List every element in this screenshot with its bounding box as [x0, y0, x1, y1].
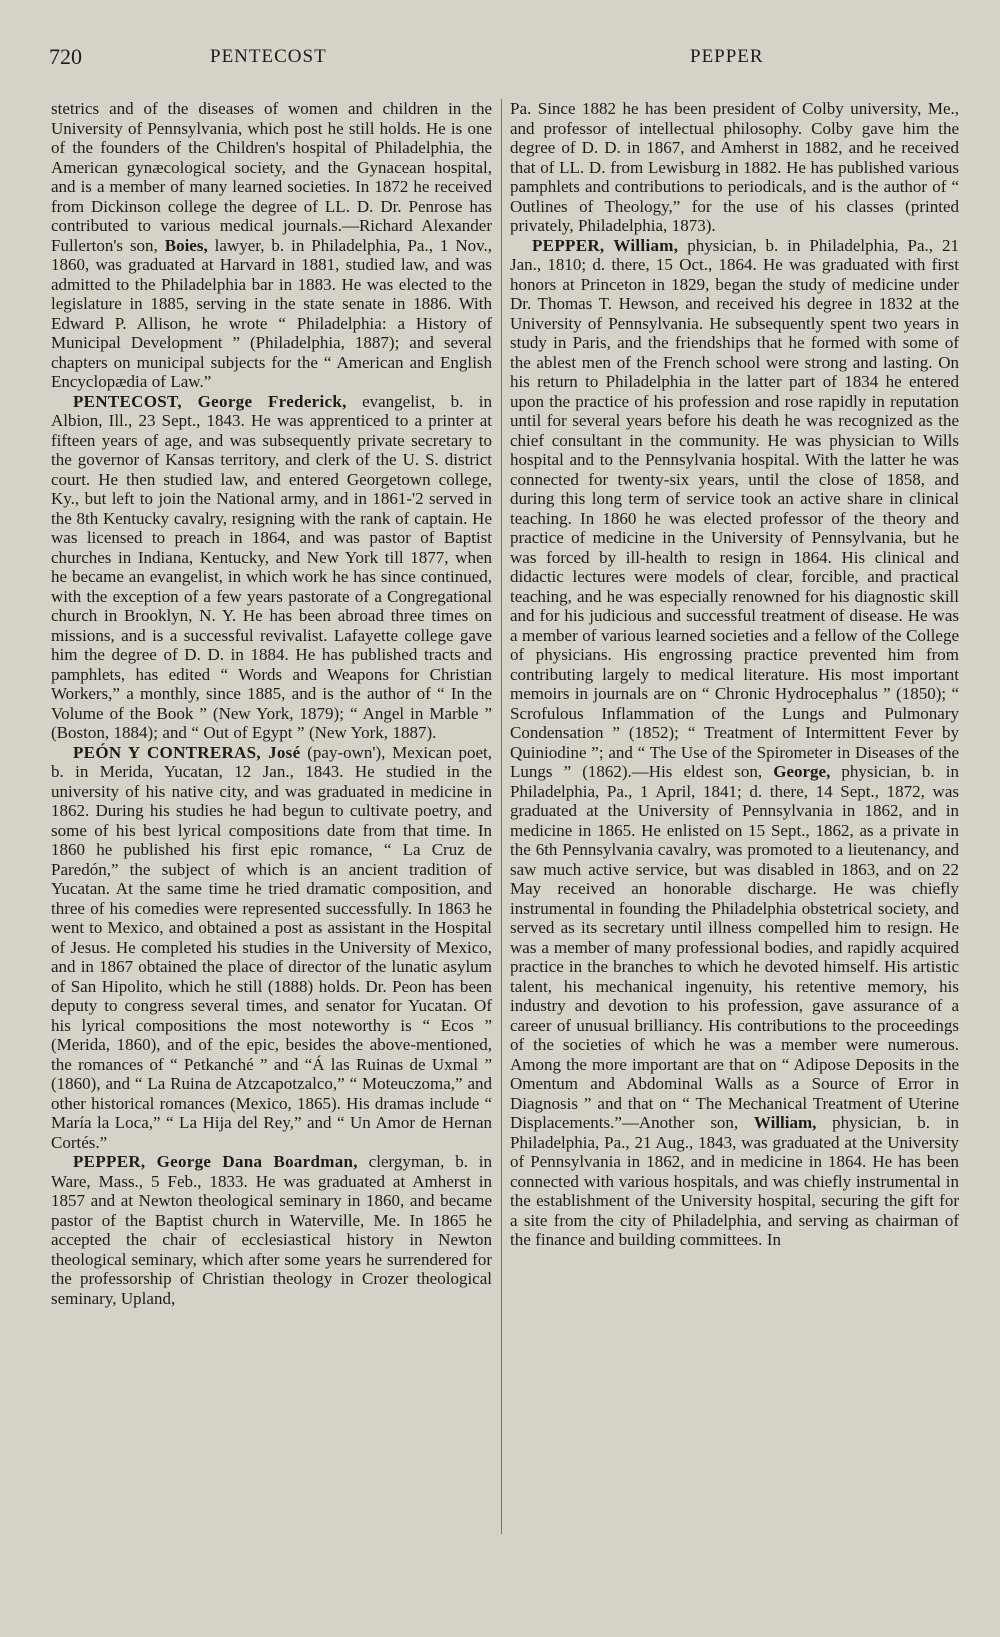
entry-text: (pay-own'), Mexican poet, b. in Merida, Yucatan, 12 Jan., 1843. He studied in the university of his native city, and was graduated in medicine in 1862. During his studies he had begun to cultivate poetry, and some of his best lyrical compositions date from that time. In 1860 he published his first epic romance, “ La Cruz de Paredón,” the subject of which is an ancient tradition of Yucatan. At the same time he tried dramatic composition, and three of his comedies were represented successfully. In 1863 he went to Mexico, and obtained a post as assistant in the Hospital of Jesus. He completed his studies in the University of Mexico, and in 1867 obtained the place of director of the lunatic asylum of San Hipolito, which he still (1888) holds. Dr. Peon has been deputy to congress several times, and senator for Yucatan. Of his lyrical compositions the most noteworthy is “ Ecos ” (Merida, 1860), and of the epic, besides the above-mentioned, the romances of “ Petkanché ” and “Á las Ruinas de Uxmal ” (1860), and “ La Ruina de Atzcapotzalco,” “ Moteuczoma,” and other historical romances (Mexico, 1865). His dramas include “ María la Loca,” “ La Hija del Rey,” and “ Un Amor de Hernan Cortés.” [51, 742, 492, 1152]
entry-text: stetrics and of the diseases of women and children in the University of Pennsylvania, which post he still holds. He is one of the founders of the Children's hospital of Philadelphia, the American gynæcological society, and the Gynacean hospital, and is a member of many learned societies. In 1872 he received from Dickinson college the degree of LL. D. Dr. Penrose has contributed to various medical journals.—Richard Alexander Fullerton's son, [51, 99, 492, 255]
column-divider [501, 99, 502, 1534]
subentry-name: Boies, [164, 235, 208, 255]
pepper-george-dana-continuation: Pa. Since 1882 he has been president of Colby university, Me., and professor of intellectual philosophy. Colby gave him the degree of D. D. in 1867, and Amherst in 1882, and he received that of LL. D. from Lewisburg in 1882. He has published various pamphlets and contributions to periodicals, and is the author of “ Outlines of Theology,” for the use of his classes (printed privately, Philadelphia, 1873). [510, 99, 959, 235]
entry-peon-y-contreras [51, 743, 492, 1153]
right-column [510, 99, 959, 1250]
entry-text: physician, b. in Philadelphia, Pa., 1 April, 1841; d. there, 14 Sept., 1872, was graduated at the University of Pennsylvania in 1862, and in medicine in 1865. He enlisted on 15 Sept., 1862, as a private in the 6th Pennsylvania cavalry, was promoted to a lieutenancy, and saw much active service, but was disabled in 1863, and on 22 May received an honorable discharge. He was chiefly instrumental in founding the Philadelphia obstetrical society, and served as its secretary until illness compelled him to resign. He was a member of many professional bodies, and rapidly acquired practice in the branches to which he devoted himself. His artistic talent, his mechanical ingenuity, his retentive memory, his industry and devotion to his profession, gave assurance of a career of unusual brilliancy. His contributions to the proceedings of the societies of which he was a member were numerous. Among the more important are that on “ Adipose Deposits in the Omentum and Abdominal Walls as a Source of Error in Diagnosis ” and that on “ The Mechanical Treatment of Uterine Displacements.”—Another son, [510, 762, 959, 1132]
entry-text: clergyman, b. in Ware, Mass., 5 Feb., 1833. He was graduated at Amherst in 1857 and at Newton theological seminary in 1860, and became pastor of the Baptist church in Waterville, Me. In 1865 he accepted the chair of ecclesiastical history in Newton theological seminary, which after some years he surrendered for the professorship of Christian theology in Crozer theological seminary, Upland, [51, 1152, 492, 1308]
subentry-name: William, [753, 1113, 817, 1132]
entry-pepper-george-dana [51, 1152, 492, 1308]
penrose-continuation [51, 99, 492, 392]
entry-text: evangelist, b. in Albion, Ill., 23 Sept., 1843. He was apprenticed to a printer at fifteen years of age, and was subsequently private secretary to the governor of Kansas territory, and clerk of the U. S. district court. He then studied law, and entered Georgetown college, Ky., but left to join the National army, and in 1861-'2 served in the 8th Kentucky cavalry, resigning with the rank of captain. He was licensed to preach in 1864, and was pastor of Baptist churches in Indiana, Kentucky, and New York till 1877, when he became an evangelist, in which work he has since continued, with the exception of a few years pastorate of a Congregational church in Brooklyn, N. Y. He has been abroad three times on missions, and is a successful revivalist. Lafayette college gave him the degree of D. D. in 1884. He has published tracts and pamphlets, has edited “ Words and Weapons for Christian Workers,” a monthly, since 1885, and is the author of “ In the Volume of the Book ” (New York, 1879); “ Angel in Marble ” (Boston, 1884); and “ Out of Egypt ” (New York, 1887). [51, 391, 492, 742]
entry-headword: PEPPER, William, [532, 235, 679, 255]
entry-headword: PEÓN Y CONTRERAS, José [73, 742, 301, 762]
entry-text: physician, b. in Philadelphia, Pa., 21 Aug., 1843, was graduated at the University of Pennsylvania in 1862, and in medicine in 1864. He has been connected with various hospitals, and was chiefly instrumental in the establishment of the University hospital, securing the gift for a site from the city of Philadelphia, and serving as chairman of the finance and building committees. In [510, 1113, 959, 1249]
page-number: 720 [49, 44, 82, 69]
entry-headword: PENTECOST, George Frederick, [73, 391, 347, 411]
left-column [51, 99, 492, 1308]
entry-text: lawyer, b. in Philadelphia, Pa., 1 Nov., 1860, was graduated at Harvard in 1881, studied law, and was admitted to the Philadelphia bar in 1883. He was elected to the legislature in 1885, serving in the state senate in 1886. With Edward P. Allison, he wrote “ Philadelphia: a History of Municipal Development ” (Philadelphia, 1887); and several chapters on municipal subjects for the “ American and English Encyclopædia of Law.” [51, 235, 492, 391]
entry-text: physician, b. in Philadelphia, Pa., 21 Jan., 1810; d. there, 15 Oct., 1864. He was graduated with first honors at Princeton in 1829, began the study of medicine under Dr. Thomas T. Hewson, and received his degree in 1832 at the University of Pennsylvania. He subsequently spent two years in study in Paris, and the friendships that he formed with some of the ablest men of the French school were strong and lasting. On his return to Philadelphia in the latter part of 1834 he entered upon the practice of his profession and rose rapidly in reputation until for several years before his death he was recognized as the chief consultant in the community. He was physician to Wills hospital and to the Pennsylvania hospital. With the latter he was connected for twenty-six years, until the close of 1858, and during this long term of service took an active share in clinical teaching. In 1860 he was elected professor of the theory and practice of medicine in the University of Pennsylvania, but he was forced by ill-health to resign in 1864. His clinical and didactic lectures were models of clear, forcible, and practical teaching, and he was especially renowned for his diagnostic skill and for his judicious and successful treatment of disease. He was a member of various learned societies and a fellow of the College of physicians. His engrossing practice prevented him from contributing largely to medical literature. His most important memoirs in journals are on “ Chronic Hydrocephalus ” (1850); “ Scrofulous Inflammation of the Lungs and Pulmonary Condensation ” (1852); “ Treatment of Intermittent Fever by Quiniodine ”; and “ The Use of the Spirometer in Diseases of the Lungs ” (1862).—His eldest son, [510, 235, 959, 781]
running-head-left: PENTECOST [210, 46, 327, 67]
subentry-name: George, [773, 762, 831, 781]
entry-pepper-william [510, 236, 959, 1250]
entry-pentecost [51, 392, 492, 743]
running-head-right: PEPPER [690, 46, 764, 67]
entry-headword: PEPPER, George Dana Boardman, [73, 1152, 358, 1171]
